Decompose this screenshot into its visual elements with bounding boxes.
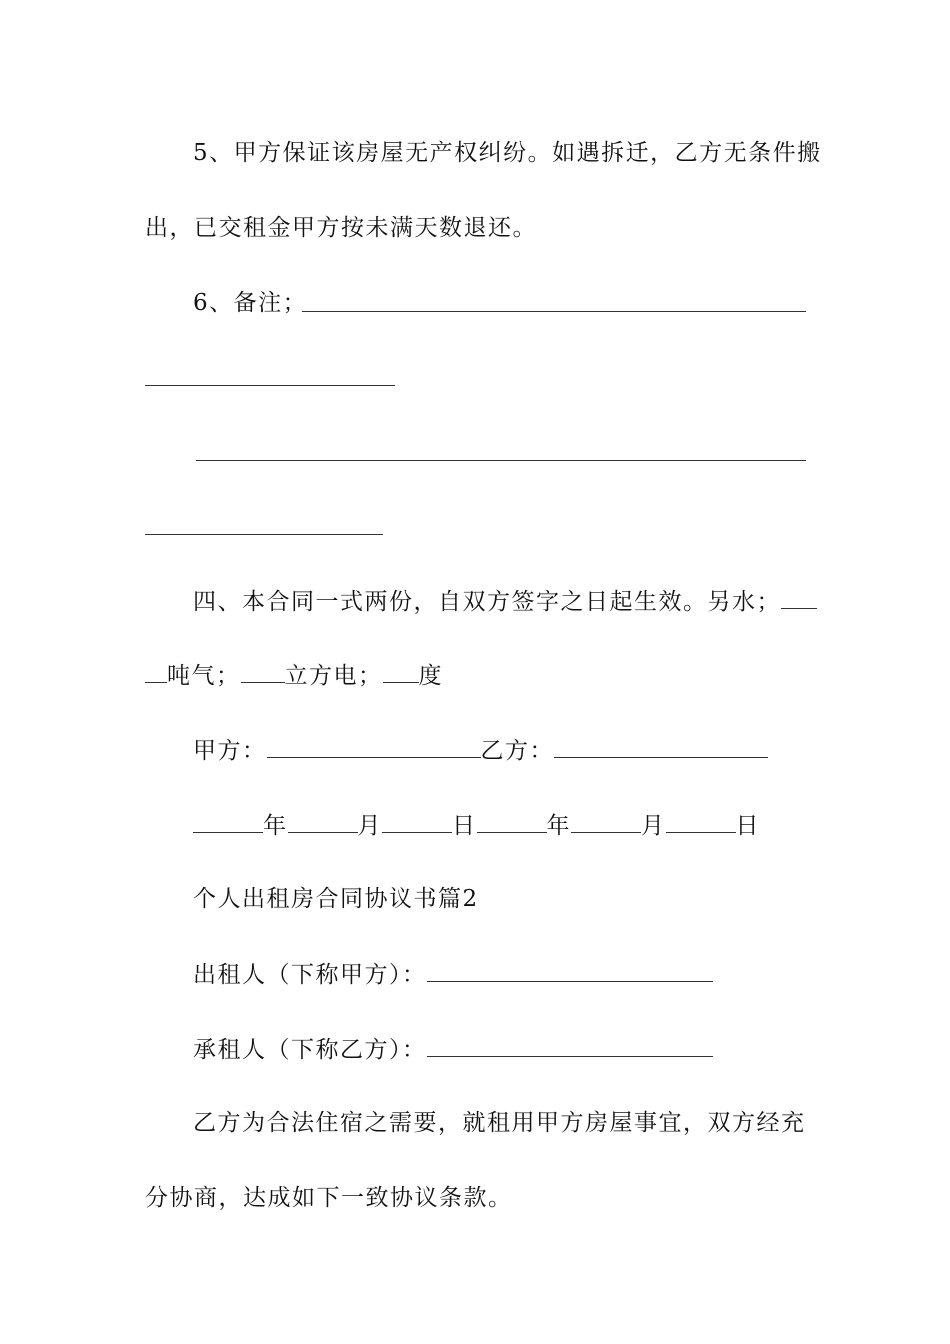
year-blank-b [477,810,547,833]
month-blank-a [288,810,358,833]
lessee-label: 承租人（下称乙方）： [193,1037,427,1063]
month-label-b: 月 [641,813,666,839]
gas-blank [241,660,285,683]
month-blank-b [571,810,641,833]
unit-gas: 立方电； [284,663,383,689]
party-b-blank [554,735,768,758]
lessee-line [193,1034,863,1065]
month-label-a: 月 [357,813,382,839]
clause-5-line-2: 出，已交租金甲方按未满天数退还。 [145,215,537,241]
intro-line-1: 乙方为合法住宿之需要，就租用甲方房屋事宜，双方经充 [193,1110,806,1136]
remarks-blank-1 [302,311,806,312]
section-4-line-2 [145,660,815,691]
water-blank-a [781,586,817,609]
clause-5-line-1: 5、甲方保证该房屋无产权纠纷。如遇拆迁，乙方无条件搬 [193,140,822,166]
day-blank-a [382,810,452,833]
remarks-blank-2 [145,385,395,386]
lessor-label: 出租人（下称甲方）： [193,962,427,988]
date-line [193,810,863,841]
section-heading: 个人出租房合同协议书篇2 [193,886,479,912]
intro-line-2: 分协商，达成如下一致协议条款。 [145,1185,513,1211]
lessee-blank [427,1034,713,1057]
party-b-label: 乙方： [480,738,554,764]
day-label-a: 日 [452,813,477,839]
remarks-blank-3 [196,460,806,461]
day-blank-b [666,810,736,833]
water-blank-b [145,660,167,683]
lessor-line [193,959,863,990]
remarks-blank-4 [145,534,383,535]
section-4-text: 四、本合同一式两份，自双方签字之日起生效。另水； [193,589,781,615]
party-a-blank [267,735,481,758]
year-label-a: 年 [263,813,288,839]
signature-line [193,735,863,766]
lessor-blank [427,959,713,982]
year-blank-a [193,810,263,833]
day-label-b: 日 [735,813,760,839]
party-a-label: 甲方： [193,738,267,764]
unit-water: 吨气； [167,663,241,689]
unit-power: 度 [418,663,443,689]
power-blank [383,660,419,683]
section-4-line-1 [193,586,863,617]
year-label-b: 年 [546,813,571,839]
clause-6-label: 6、备注； [193,290,308,316]
